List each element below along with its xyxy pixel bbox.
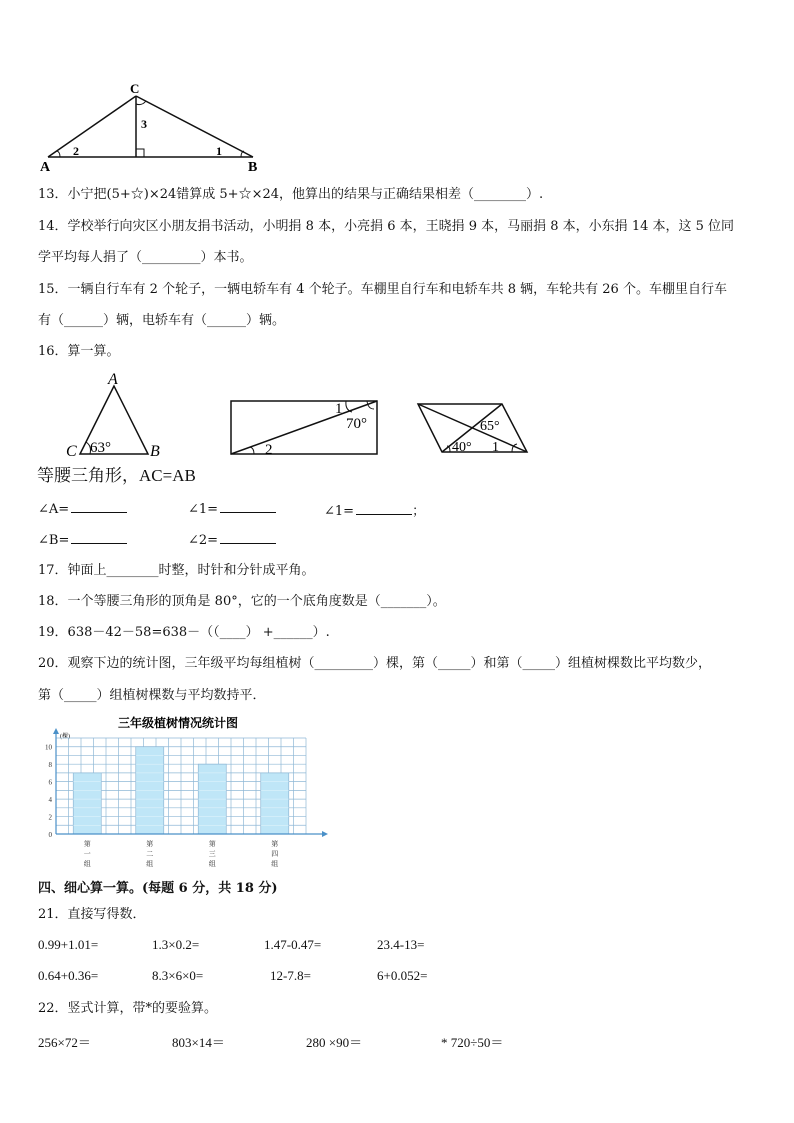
answer-angle-b-label: ∠B= [38, 533, 70, 548]
side-ac [48, 96, 136, 157]
q21-r1-c1: 0.99+1.01= [38, 937, 99, 952]
label-angle-3: 3 [141, 117, 147, 131]
q15-line2: 有（______）辆，电轿车有（______）辆。 [38, 313, 286, 328]
answer-angle-b [38, 531, 127, 548]
answer-rect-angle-2 [188, 531, 276, 548]
q21-r1-c4: 23.4-13= [377, 937, 425, 952]
chart-y-unit: (棵) [60, 734, 70, 740]
answer-rect-angle-2-label: ∠2= [188, 533, 219, 548]
answer-para-angle-1-label: ∠1= [324, 504, 355, 519]
label-angle-2: 2 [265, 442, 273, 458]
q22-item-4: * 720÷50＝ [441, 1035, 504, 1050]
q21-r2-c1: 0.64+0.36= [38, 968, 99, 983]
q21-r2-c2: 8.3×6×0= [152, 968, 204, 983]
q20-line1: 20．观察下边的统计图，三年级平均每组植树（_________）棵，第（_____）和第（_____）组植树棵数比平均数少， [38, 656, 712, 671]
y-tick-label: 6 [48, 778, 52, 787]
y-axis-arrow [53, 728, 59, 734]
label-65: 65° [480, 419, 500, 434]
x-tick-label: 第 [208, 840, 216, 848]
answer-rect-angle-1-label: ∠1= [188, 502, 219, 517]
y-tick-label: 4 [48, 796, 52, 805]
x-axis-arrow [322, 831, 328, 837]
q21-r1-c2: 1.3×0.2= [152, 937, 200, 952]
label-b: B [150, 443, 160, 460]
label-40: 40° [452, 440, 472, 455]
q16-parallelogram-figure [412, 400, 534, 458]
y-tick-label: 2 [48, 813, 52, 822]
answer-angle-a [38, 500, 127, 517]
y-tick-label: 0 [48, 831, 52, 839]
x-tick-label: 第 [146, 840, 154, 848]
right-angle-mark [136, 149, 144, 157]
q16-rectangle-figure [228, 398, 380, 458]
q18-text: 18．一个等腰三角形的顶角是 80°，它的一个底角度数是（_______）。 [38, 594, 446, 609]
q22-item-3: 280 ×90＝ [306, 1035, 363, 1050]
q16-title: 16．算一算。 [38, 344, 120, 359]
top-triangle-figure [38, 82, 268, 174]
bar-4 [261, 773, 289, 834]
x-tick-label: 组 [146, 860, 154, 868]
label-c: C [130, 82, 140, 96]
label-angle-1: 1 [335, 401, 343, 417]
answer-angle-a-label: ∠A= [38, 502, 70, 517]
x-tick-label: 一 [83, 850, 91, 858]
label-angle-1: 1 [216, 144, 222, 158]
section-4-heading: 四、细心算一算。(每题 6 分，共 18 分) [38, 881, 278, 896]
answer-rect-angle-1 [188, 500, 276, 517]
q21-r1-c3: 1.47-0.47= [264, 937, 322, 952]
x-tick-label: 三 [208, 850, 216, 858]
q14-line2: 学平均每人捐了（_________）本书。 [38, 250, 253, 265]
tree-planting-bar-chart [30, 712, 330, 874]
label-angle-1: 1 [492, 440, 499, 455]
label-angle-2: 2 [73, 144, 79, 158]
x-tick-label: 第 [83, 840, 91, 848]
y-tick-label: 8 [48, 761, 52, 770]
q22-title: 22．竖式计算，带*的要验算。 [38, 1001, 218, 1016]
x-tick-label: 组 [208, 860, 216, 868]
x-tick-label: 二 [146, 850, 154, 858]
q21-r2-c3: 12-7.8= [270, 968, 311, 983]
angle-arc-c [136, 101, 146, 105]
label-a: A [40, 160, 51, 174]
q21-r2-c4: 6+0.052= [377, 968, 428, 983]
chart-title: 三年级植树情况统计图 [117, 716, 239, 730]
angle-63: 63° [90, 440, 111, 456]
x-tick-label: 组 [271, 860, 279, 868]
label-b: B [248, 160, 258, 174]
q15-line1: 15．一辆自行车有 2 个轮子，一辆电轿车有 4 个轮子。车棚里自行车和电轿车共 8 辆，车轮共有 26 个。车棚里自行车 [38, 282, 727, 297]
q20-line2: 第（_____）组植树棵数与平均数持平． [38, 688, 266, 703]
side-bc [136, 96, 253, 157]
q14-line1: 14．学校举行向灾区小朋友捐书活动，小明捐 8 本，小亮捐 6 本，王晓捐 9 本，马丽捐 8 本，小东捐 14 本，这 5 位同 [38, 219, 735, 234]
label-70: 70° [346, 416, 367, 432]
label-c: C [66, 443, 77, 460]
answer-para-angle-1 [324, 500, 425, 519]
q16-triangle-figure [62, 372, 172, 460]
x-tick-label: 四 [271, 850, 279, 858]
q22-item-1: 256×72＝ [38, 1035, 91, 1050]
bar-1 [73, 773, 101, 834]
q16-caption: 等腰三角形，AC=AB [37, 466, 196, 485]
angle-arc-a [57, 151, 60, 157]
answer-end-mark: ； [412, 504, 426, 519]
q13-text: 13．小宁把(5+☆)×24错算成 5+☆×24，他算出的结果与正确结果相差（________）. [38, 187, 544, 202]
label-a: A [108, 372, 118, 388]
q21-title: 21．直接写得数． [38, 907, 146, 922]
x-tick-label: 组 [83, 860, 91, 868]
y-tick-label: 10 [45, 743, 52, 752]
q19-text: 19．638－42－58=638－（（____） +______）. [38, 625, 330, 640]
angle-arc-2 [250, 447, 254, 454]
q17-text: 17．钟面上________时整，时针和分针成平角。 [38, 563, 315, 578]
q22-item-2: 803×14＝ [172, 1035, 225, 1050]
x-tick-label: 第 [271, 840, 279, 848]
